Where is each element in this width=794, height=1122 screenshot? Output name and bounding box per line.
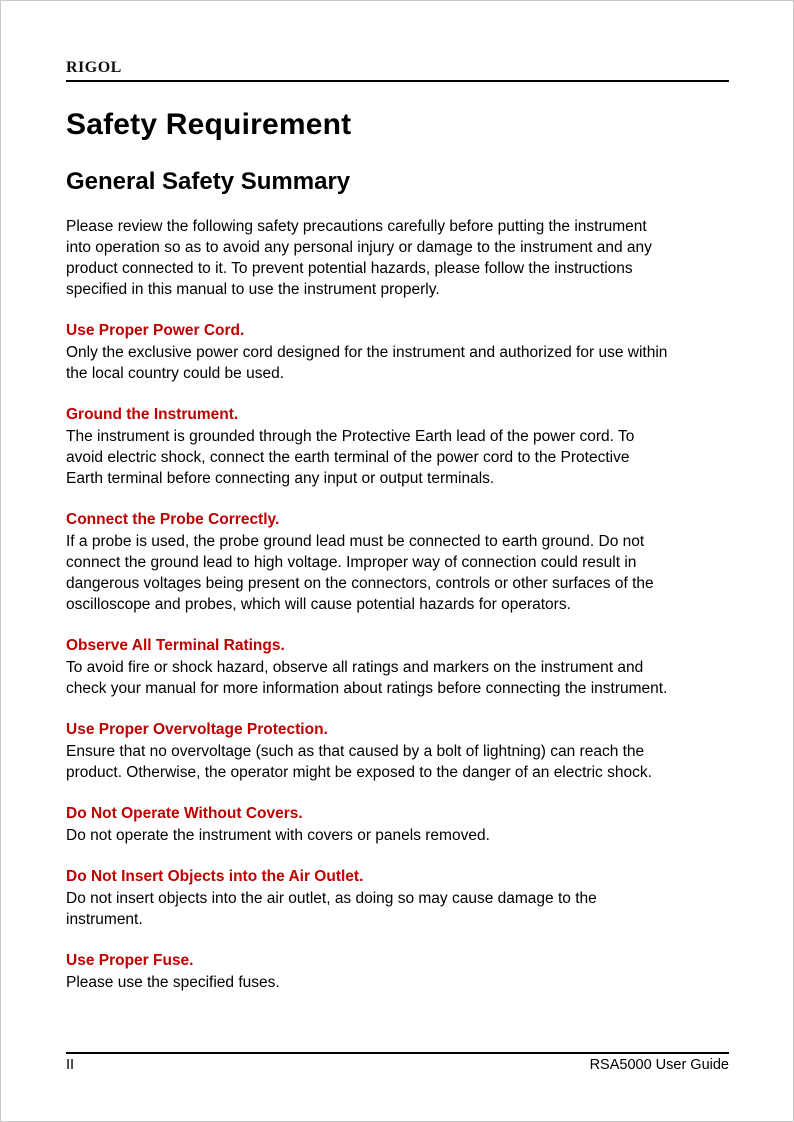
section-body: Do not insert objects into the air outlet, as doing so may cause damage to the instrument.	[66, 890, 597, 928]
section-heading: Do Not Insert Objects into the Air Outlet.	[66, 868, 364, 885]
brand-logo: RIGOL	[66, 59, 122, 76]
section-body: Do not operate the instrument with covers or panels removed.	[66, 827, 490, 844]
footer-page-number: II	[66, 1057, 75, 1073]
page-title: Safety Requirement	[66, 108, 352, 141]
safety-section-air-outlet	[66, 868, 670, 930]
safety-section-terminal-ratings	[66, 637, 670, 699]
section-heading: Observe All Terminal Ratings.	[66, 637, 285, 654]
section-body: Please use the specified fuses.	[66, 974, 280, 991]
safety-section-power-cord	[66, 322, 670, 384]
section-body: To avoid fire or shock hazard, observe all ratings and markers on the instrument and check your manual for more information about ratings before connecting the instrument.	[66, 659, 668, 697]
safety-section-ground-instrument	[66, 406, 670, 489]
safety-section-overvoltage-protection	[66, 721, 670, 783]
section-body: The instrument is grounded through the Protective Earth lead of the power cord. To avoid electric shock, connect the earth terminal of the power cord to the Protective Earth terminal before connecting any input or output terminals.	[66, 428, 635, 487]
section-title: General Safety Summary	[66, 168, 351, 195]
footer-doc-title: RSA5000 User Guide	[589, 1057, 729, 1073]
page-content	[66, 59, 729, 1063]
intro-paragraph: Please review the following safety precautions carefully before putting the instrument into operation so as to avoid any personal injury or damage to the instrument and any product connected to it. To prevent potential hazards, please follow the instructions specified in this manual to use the instrument properly.	[66, 218, 652, 298]
section-heading: Do Not Operate Without Covers.	[66, 805, 303, 822]
safety-section-fuse	[66, 952, 670, 993]
section-heading: Connect the Probe Correctly.	[66, 511, 280, 528]
section-heading: Use Proper Power Cord.	[66, 322, 245, 339]
section-heading: Use Proper Fuse.	[66, 952, 194, 969]
section-body: Only the exclusive power cord designed for the instrument and authorized for use within the local country could be used.	[66, 344, 668, 382]
document-footer	[66, 1052, 729, 1073]
section-body: Ensure that no overvoltage (such as that caused by a bolt of lightning) can reach the product. Otherwise, the operator might be exposed to the danger of an electric shock.	[66, 743, 652, 781]
section-body: If a probe is used, the probe ground lead must be connected to earth ground. Do not connect the ground lead to high voltage. Improper way of connection could result in dangerous voltages being present on the connectors, controls or other surfaces of the oscilloscope and probes, which will cause potential hazards for operators.	[66, 533, 654, 613]
document-header	[66, 59, 729, 82]
safety-section-connect-probe	[66, 511, 670, 615]
section-heading: Use Proper Overvoltage Protection.	[66, 721, 328, 738]
section-heading: Ground the Instrument.	[66, 406, 239, 423]
safety-section-covers	[66, 805, 670, 846]
